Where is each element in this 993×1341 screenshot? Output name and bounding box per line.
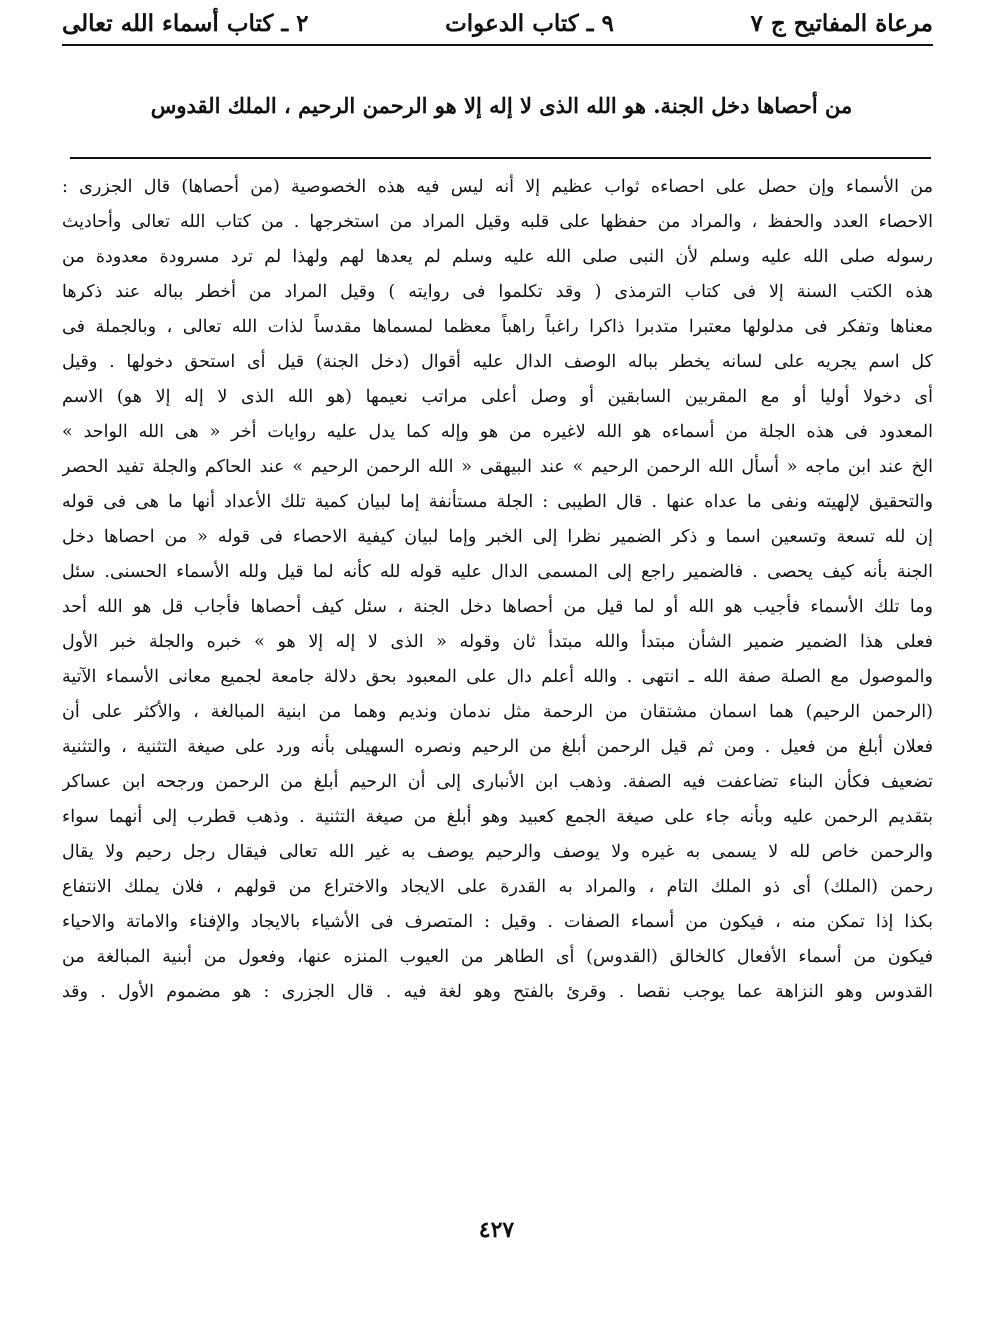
commentary-line: هذه الكتب السنة إلا فى كتاب الترمذى ( وقد تكلموا فى روايته ) وقيل المراد من أخطر بباله عند ذكرها — [62, 282, 933, 302]
book-volume-label: مرعاة المفاتيح ج ٧ — [750, 9, 933, 37]
commentary-line: تضعيف فكأن البناء تضاعفت فيه الصفة. وذهب ابن الأنبارى إلى أن الرحيم أبلغ من الرحمن ورجحه ابن عساكر — [62, 772, 933, 792]
commentary-line: الاحصاء العدد والحفظ ، والمراد من حفظها على قلبه وقيل المراد من استخرجها . من كتاب الله تعالى وأحاديث — [62, 212, 933, 232]
commentary-line: وما تلك الأسماء فأجيب هو الله أو لما قيل من أحصاها دخل الجنة ، سئل كيف أحصاها فأجاب قل هو الله أحد — [62, 597, 933, 617]
hadith-text: من أحصاها دخل الجنة. هو الله الذى لا إله إلا هو الرحمن الرحيم ، الملك القدوس — [150, 93, 853, 118]
commentary-line: أى دخولا أوليا أو مع المقربين السابقين أو وصل أعلى مراتب نعيمها (هو الله الذى لا إله إلا هو) الاسم — [62, 387, 933, 407]
section-label: ٢ ـ كتاب أسماء الله تعالى — [62, 9, 309, 37]
commentary-line: (الرحمن الرحيم) هما اسمان مشتقان من الرحمة مثل ندمان ونديم وهما من ابنية المبالغة ، والأكثر على أن — [62, 702, 933, 722]
commentary-line: والرحمن خاص لله لا يسمى به غيره ولا يوصف والرحيم يوصف به غير الله تعالى فيقال رجل رحيم ولا يقال — [62, 842, 933, 862]
commentary-line: المعدود فى هذه الجلة من أسماءه هو الله لاغيره من هو وإله كما يدل عليه روايات أخر « هى الله الواحد » — [62, 422, 933, 442]
commentary-line: كل اسم يجريه على لسانه يخطر بباله الوصف الدال عليه أقوال (دخل الجنة) قيل أى استحق دخولها . وقيل — [62, 352, 933, 372]
commentary-line: رحمن (الملك) أى ذو الملك التام ، والمراد به القدرة على الايجاد والاختراع من قولهم ، فلان يملك الانتفاع — [62, 877, 933, 897]
commentary-line: معناها وتفكر فى مدلولها معتبرا متدبرا ذاكرا راغباً راهباً معظما لمسماها مقدساً لذات الله تعالى ، وبالجملة فى — [62, 317, 933, 337]
commentary-line: رسوله صلى الله عليه وسلم لأن النبى صلى الله عليه وسلم لم يعدها لهم ولهذا لم ترد مسرودة معدودة من — [62, 247, 933, 267]
header-rule — [62, 44, 933, 46]
section-divider — [70, 157, 931, 159]
chapter-label: ٩ ـ كتاب الدعوات — [445, 9, 614, 37]
running-header — [62, 8, 933, 38]
commentary-line: فعلان أبلغ من فعيل . ومن ثم قيل الرحمن أبلغ من الرحيم ونصره السهيلى بأنه ورد على صيغة التثنية ، والتثنية — [62, 737, 933, 757]
page-number: ٤٢٧ — [478, 1217, 515, 1243]
commentary-line: والتحقيق لإلهيته ونفى ما عداه عنها . قال الطيبى : الجلة مستأنفة إما لبيان كمية تلك الأعداد أنها ما هى فى قوله — [62, 492, 933, 512]
commentary-line: إن لله تسعة وتسعين اسما و ذكر الضمير نظرا إلى الخبر وإما لبيان كيفية الاحصاء فى قوله « من احصاها دخل — [62, 527, 933, 547]
commentary-line: الخ عند ابن ماجه « أسأل الله الرحمن الرحيم » عند البيهقى « الله الرحمن الرحيم » عند الحاكم والجلة تفيد الحصر — [62, 457, 933, 477]
commentary-line: والموصول مع الصلة صفة الله ـ انتهى . والله أعلم دال على المعبود بحق دلالة جامعة لجميع معانى الأسماء الآتية — [62, 667, 933, 687]
commentary-line: فعلى هذا الضمير ضمير الشأن مبتدأ والله مبتدأ ثان وقوله « الذى لا إله إلا هو » خبره والجلة خبر الأول — [62, 632, 933, 652]
commentary-line: بكذا إذا تمكن منه ، فيكون من أسماء الصفات . وقيل : المتصرف فى الأشياء بالايجاد والإفناء والاماتة والاحياء — [62, 912, 933, 932]
commentary-line: الجنة بأنه كيف يحصى . فالضمير راجع إلى المسمى الدال عليه قوله لله كأنه لما قيل ولله الأسماء الحسنى. سئل — [62, 562, 933, 582]
commentary-body — [62, 170, 933, 1010]
commentary-line: فيكون من أسماء الأفعال كالخالق (القدوس) أى الطاهر من العيوب المنزه عنها، وفعول من أبنية المبالغة من — [62, 947, 933, 967]
commentary-line: من الأسماء وإن حصل على احصاءه ثواب عظيم إلا أنه ليس فيه هذه الخصوصية (من أحصاها) قال الجزرى : — [62, 177, 933, 197]
commentary-line: بتقديم الرحمن عليه وبأنه جاء على صيغة الجمع كعبيد وهو أبلغ من صيغة التثنية . وذهب قطرب إلى أنهما سواء — [62, 807, 933, 827]
commentary-line: القدوس وهو النزاهة عما يوجب نقصا . وقرئ بالفتح وهو لغة فيه . قال الجزرى : هو مضموم الأول . وقد — [62, 982, 933, 1002]
